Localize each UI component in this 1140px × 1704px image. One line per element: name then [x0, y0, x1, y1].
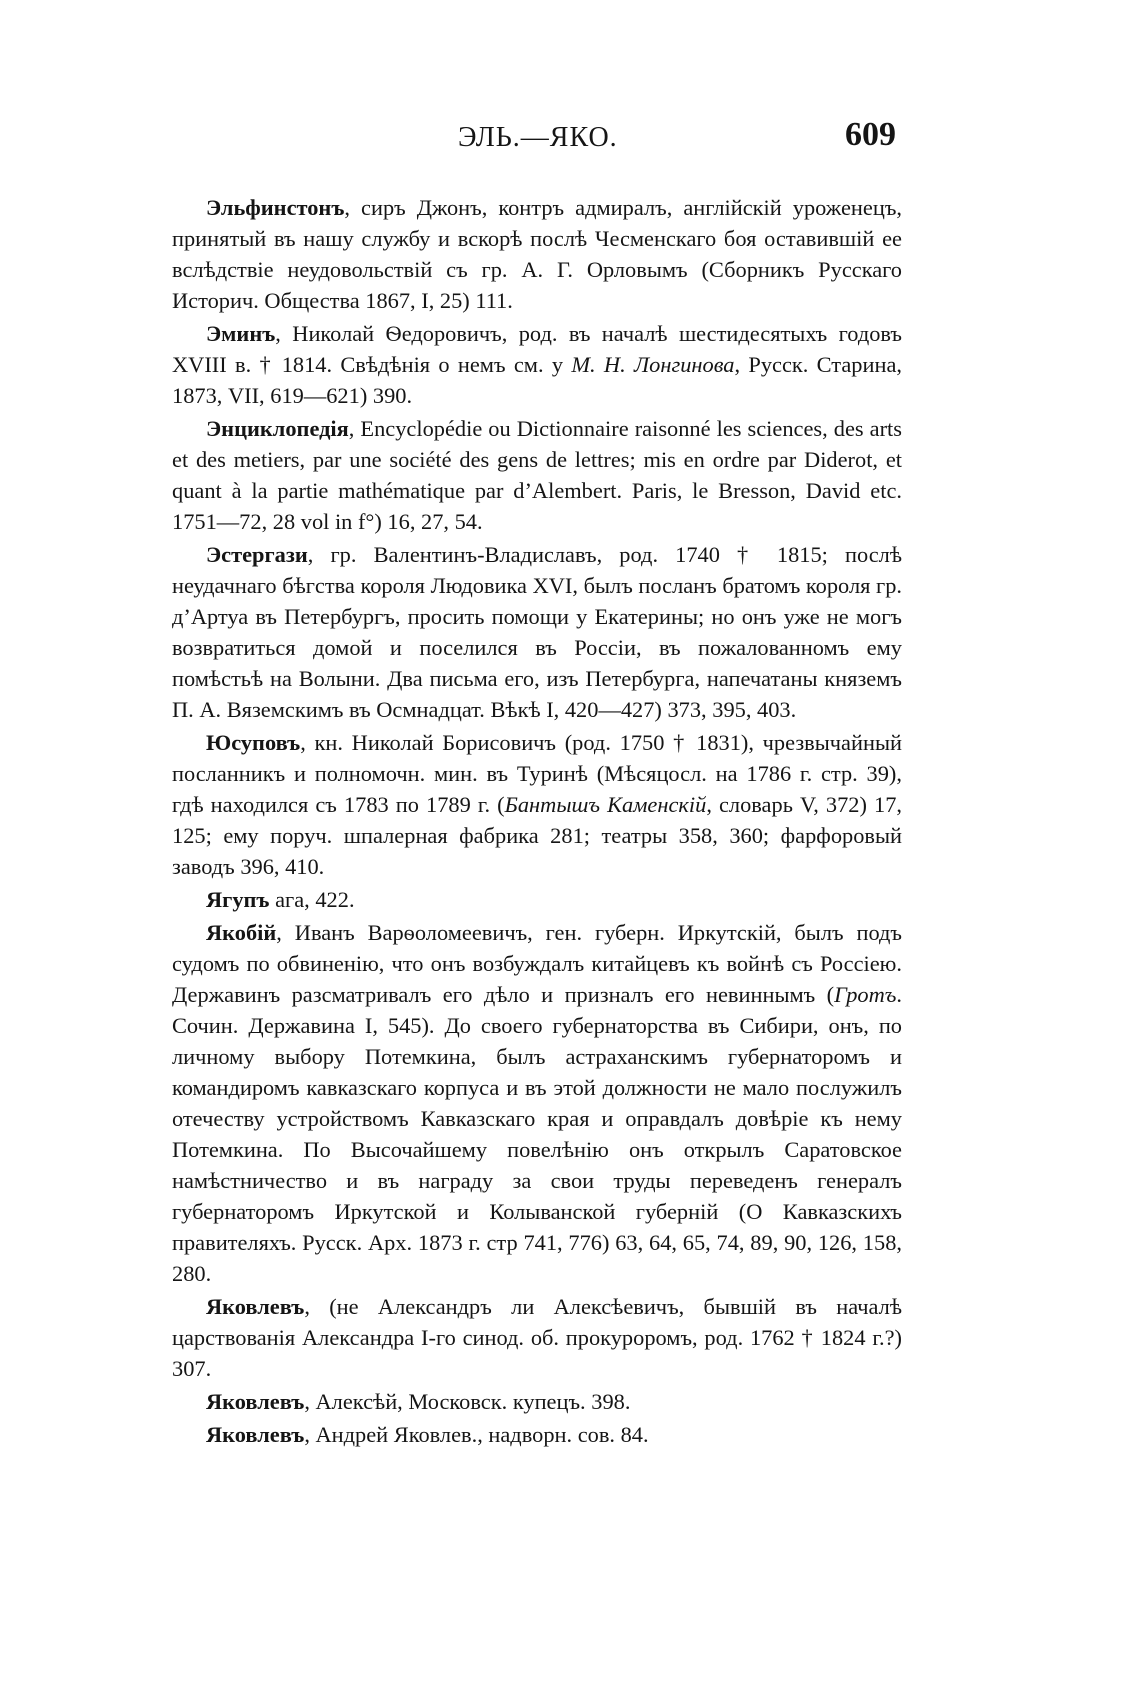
index-entry [172, 1386, 902, 1417]
entry-headword: Якобій [206, 920, 277, 945]
index-entry [172, 1291, 902, 1384]
entry-headword: Энциклопедія [206, 416, 349, 441]
entry-italic-source: Бантышъ Каменскій [504, 792, 707, 817]
index-entry [172, 917, 902, 1289]
index-entry [172, 884, 902, 915]
entry-text: , словарь V, 372) 17, 125; ему поруч. шпалерная фабрика 281; театры 358, 360; фарфоровый заводъ 396, 410. [172, 792, 903, 879]
entry-text: , сиръ Джонъ, контръ адмиралъ, англійскій уроженецъ, принятый въ нашу службу и вскорѣ послѣ Чесменскаго боя оставившій ее вслѣдствіе неудовольствій съ гр. А. Г. Орловымъ (Сборникъ Русскаго Историч. Общества 1867, I, 25) 111. [172, 195, 902, 313]
entry-headword: Яковлевъ [206, 1389, 305, 1414]
entry-text: , Алексѣй, Московск. купецъ. 398. [304, 1389, 631, 1414]
entry-text: , Иванъ Варѳоломеевичъ, ген. губерн. Иркутскій, былъ подъ судомъ по обвиненію, что онъ возбуждалъ китайцевъ къ войнѣ съ Россіею. Державинъ разсматривалъ его дѣло и призналъ его невиннымъ ( [172, 920, 902, 1007]
index-entry [172, 727, 902, 882]
entry-headword: Юсуповъ [206, 730, 301, 755]
entry-italic-source: Гротъ [834, 982, 897, 1007]
entry-headword: Эльфинстонъ [206, 195, 345, 220]
entry-text: , Николай Ѳедоровичъ, род. въ началѣ шестидесятыхъ годовъ XVIII в. † 1814. Свѣдѣнія о немъ см. у [172, 321, 902, 377]
entry-text: , гр. Валентинъ-Владиславъ, род. 1740 † 1815; послѣ неудачнаго бѣгства короля Людовика XVI, былъ посланъ братомъ короля гр. д’Артуа въ Петербургъ, просить помощи у Екатерины; но онъ уже не могъ возвратиться домой и поселился въ Россіи, въ пожалованномъ ему помѣстьѣ на Волыни. Два письма его, изъ Петербурга, напечатаны княземъ П. А. Вяземскимъ въ Осмнадцат. Вѣкѣ I, 420—427) 373, 395, 403. [172, 542, 902, 722]
entry-text: , (не Александръ ли Алексѣевичъ, бывшій въ началѣ царствованія Александра I-го синод. об. прокуроромъ, род. 1762 † 1824 г.?) 307. [172, 1294, 902, 1381]
index-entry [172, 318, 902, 411]
index-entry [172, 1419, 902, 1450]
entry-headword: Яковлевъ [206, 1422, 305, 1447]
entry-text: , Encyclopédie ou Dictionnaire raisonné les sciences, des arts et des metiers, par une société des gens de lettres; mis en ordre par Diderot, et quant à la partie mathématique par d’Alembert. Paris, le Bresson, David etc. 1751—72, 28 vol in f°) 16, 27, 54. [172, 416, 902, 534]
index-entry [172, 539, 902, 725]
entry-text: , Андрей Яковлев., надворн. сов. 84. [304, 1422, 649, 1447]
entry-text: , Русск. Старина, 1873, VII, 619—621) 390. [172, 352, 903, 408]
entry-italic-source: М. Н. Лонгинова [571, 352, 735, 377]
entry-text: . Сочин. Державина I, 545). До своего губернаторства въ Сибири, онъ, по личному выбору Потемкина, былъ астраханскимъ губернаторомъ и командиромъ кавказскаго корпуса и въ этой должности не мало послужилъ отечеству устройствомъ Кавказскаго края и оправдалъ довѣріе къ нему Потемкина. По Высочайшему повелѣнію онъ открылъ Саратовское намѣстничество и въ награду за свои труды переведенъ генералъ губернаторомъ Иркутской и Колыванской губерній (О Кавказскихъ правителяхъ. Русск. Арх. 1873 г. стр 741, 776) 63, 64, 65, 74, 89, 90, 126, 158, 280. [172, 982, 902, 1286]
page-number: 609 [845, 116, 896, 153]
entry-text: ага, 422. [269, 887, 355, 912]
entry-headword: Яковлевъ [206, 1294, 305, 1319]
entry-text: , кн. Николай Борисовичъ (род. 1750 † 1831), чрезвычайный посланникъ и полномочн. мин. въ Туринѣ (Мѣсяцосл. на 1786 г. стр. 39), гдѣ находился съ 1783 по 1789 г. ( [172, 730, 902, 817]
running-head: ЭЛЬ.—ЯКО. [458, 122, 618, 153]
entry-headword: Ягупъ [206, 887, 270, 912]
entry-headword: Эминъ [206, 321, 276, 346]
entry-headword: Эстергази [206, 542, 308, 567]
index-entry [172, 413, 902, 537]
index-entry [172, 192, 902, 316]
index-entries [172, 192, 902, 1452]
